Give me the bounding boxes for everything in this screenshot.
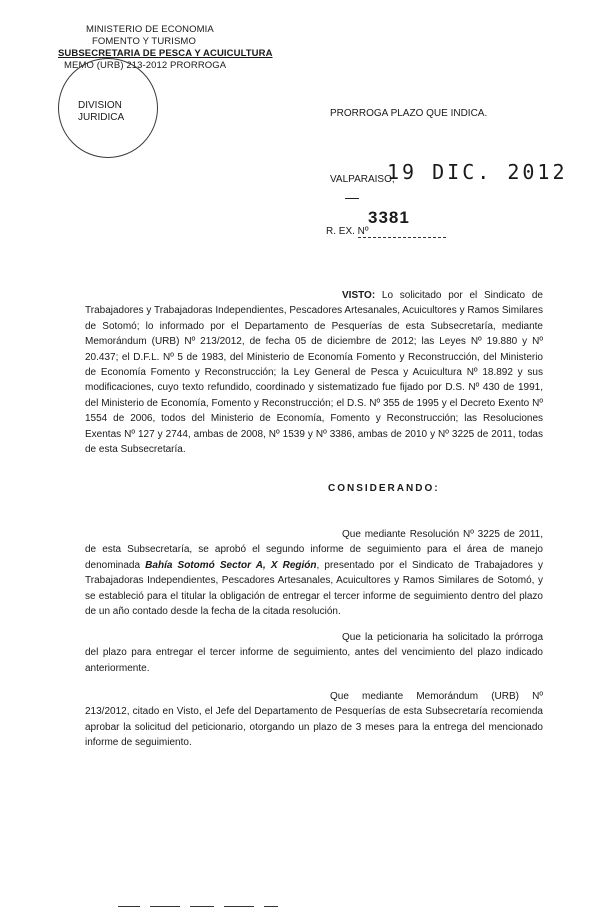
considerando-paragraph-1 [85,527,543,619]
place-label: VALPARAISO, [330,174,395,185]
number-dash [345,198,359,199]
ministry-line-1: MINISTERIO DE ECONOMIA [86,24,214,35]
area-name: Bahía Sotomó Sector A, X Región [145,559,317,571]
ministry-line-2: FOMENTO Y TURISMO [92,36,196,47]
rex-underline [358,237,446,238]
considerando-1-part-1: Que mediante Resolución Nº 3225 de 2011, de esta Subsecretaría, se aprobó el segundo informe de seguimiento para el área de manejo denominada [85,529,543,571]
seal-line-1: DIVISION [78,100,122,111]
considerando-paragraph-3: Que mediante Memorándum (URB) Nº 213/2012, citado en Visto, el Jefe del Departamento de Pesquerías de esta Subsecretaría recomienda aprobar la solicitud del peticionario, otorgando un plazo de 3 meses para la entrega del mencionado informe de seguimiento. [85,691,543,749]
stamped-date: 19 DIC. 2012 [387,160,568,184]
rex-label: R. EX. Nº [326,226,369,237]
considerando-1-part-2: , presentado por el Sindicato de Trabajadores y Trabajadoras Independientes, Pescadores Artesanales, Acuicultores y Ramos Similares de Sotomó, y se estableció para el titular la obligación de entregar el tercer informe de seguimiento dentro del plazo de un año contado desde la fecha de la citada resolución. [85,559,544,618]
subsecretaria-line: SUBSECRETARIA DE PESCA Y ACUICULTURA [58,48,273,59]
visto-paragraph [85,288,543,457]
footer-mark [264,906,278,907]
visto-label: VISTO: [342,290,376,301]
seal-label [78,100,124,124]
footer-mark [150,906,180,907]
footer-mark [190,906,214,907]
document-subject: PRORROGA PLAZO QUE INDICA. [330,108,488,119]
seal-line-2: JURIDICA [78,112,125,123]
resolution-number: 3381 [368,208,410,227]
considerando-paragraph-2: Que la peticionaria ha solicitado la prórroga del plazo para entregar el tercer informe de seguimiento, antes del vencimiento del plazo indicado anteriormente. [85,632,543,674]
memo-reference: MEMO (URB) 213-2012 PRORROGA [64,60,227,71]
considerando-heading: CONSIDERANDO: [328,483,440,494]
footer-mark [224,906,254,907]
visto-text: Lo solicitado por el Sindicato de Trabajadores y Trabajadoras Independientes, Pescadores Artesanales, Acuicultores y Ramos Similares de Sotomó; lo informado por el Departamento de Pesquerías de esta Subsecretaría, mediante Memorándum (URB) Nº 213/2012, de fecha 05 de diciembre de 2012; las Leyes Nº 19.880 y Nº 20.437; el D.F.L. Nº 5 de 1983, del Ministerio de Economía Fomento y Reconstrucción, del Ministerio de Economía Fomento y Reconstrucción; la Ley General de Pesca y Acuicultura Nº 18.892 y sus modificaciones, cuyo texto refundido, coordinado y sistematizado fue fijado por D.S. Nº 430 de 1991, del Ministerio de Economía, Fomento y Reconstrucción; el D.S. Nº 355 de 1995 y el Decreto Exento Nº 1554 de 2006, todos del Ministerio de Economía, Fomento y Reconstrucción; las Resoluciones Exentas Nº 127 y 2744, ambas de 2008, Nº 1539 y Nº 3386, ambas de 2010 y Nº 3225 de 2011, todas de esta Subsecretaría. [85,290,543,456]
footer-mark [118,906,140,907]
